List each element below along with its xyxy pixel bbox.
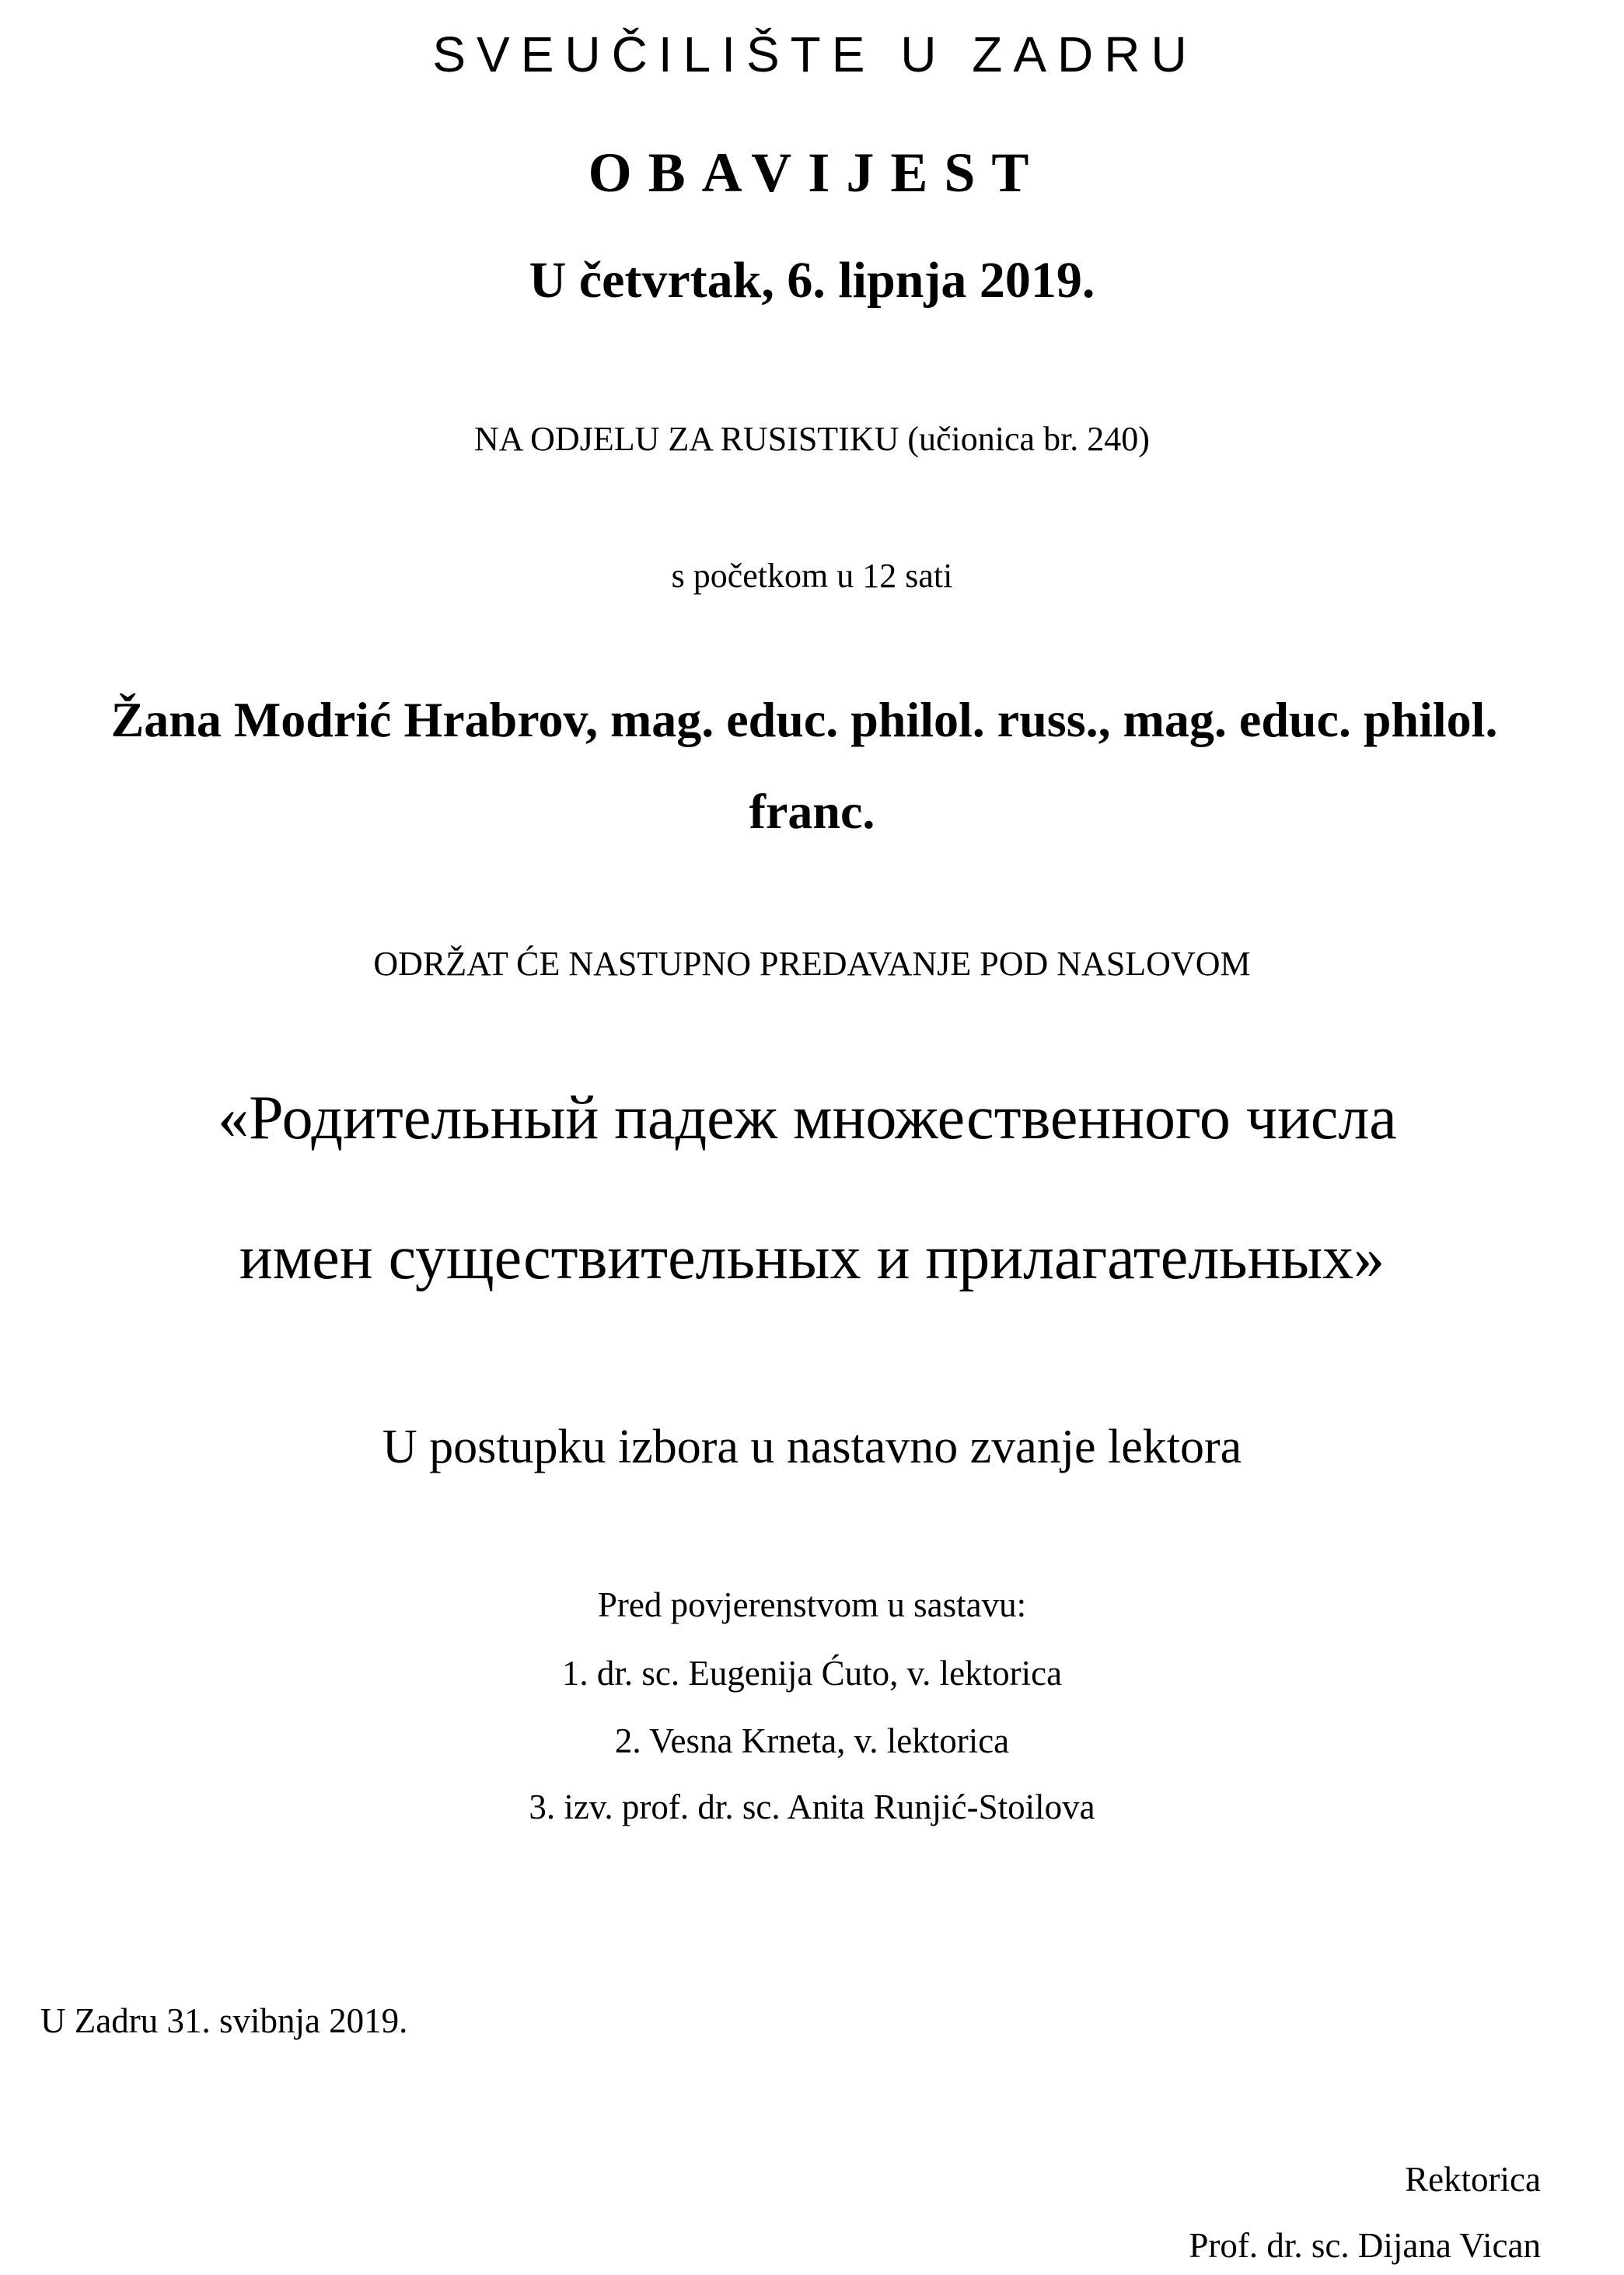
signatory-name: Prof. dr. sc. Dijana Vican: [1189, 2226, 1541, 2265]
committee-intro: Pred povjerenstvom u sastavu:: [597, 1585, 1027, 1624]
lecturer-name-line-1: Žana Modrić Hrabrov, mag. educ. philol. russ., mag. educ. philol.: [110, 692, 1498, 747]
place-and-date: U Zadru 31. svibnja 2019.: [40, 2001, 408, 2040]
lecturer-name-line-2: franc.: [749, 784, 875, 839]
committee-member: 3. izv. prof. dr. sc. Anita Runjić-Stoilova: [529, 1788, 1095, 1826]
event-location: NA ODJELU ZA RUSISTIKU (učionica br. 240): [474, 420, 1150, 458]
selection-procedure: U postupku izbora u nastavno zvanje lektora: [382, 1421, 1242, 1473]
signatory-title: Rektorica: [1405, 2160, 1541, 2199]
lecture-announcement: ODRŽAT ĆE NASTUPNO PREDAVANJE POD NASLOVOM: [373, 945, 1251, 983]
committee-member: 1. dr. sc. Eugenija Ćuto, v. lektorica: [561, 1654, 1063, 1693]
notice-title: OBAVIJEST: [588, 142, 1046, 204]
lecture-title-line-1: «Родительный падеж множественного числа: [218, 1084, 1397, 1152]
university-name: SVEUČILIŠTE U ZADRU: [432, 26, 1198, 82]
event-start-time: s početkom u 12 sati: [671, 557, 953, 595]
event-date: U četvrtak, 6. lipnja 2019.: [529, 252, 1095, 309]
lecture-title-line-2: имен существительных и прилагательных»: [239, 1224, 1385, 1292]
committee-member: 2. Vesna Krneta, v. lektorica: [614, 1721, 1010, 1760]
